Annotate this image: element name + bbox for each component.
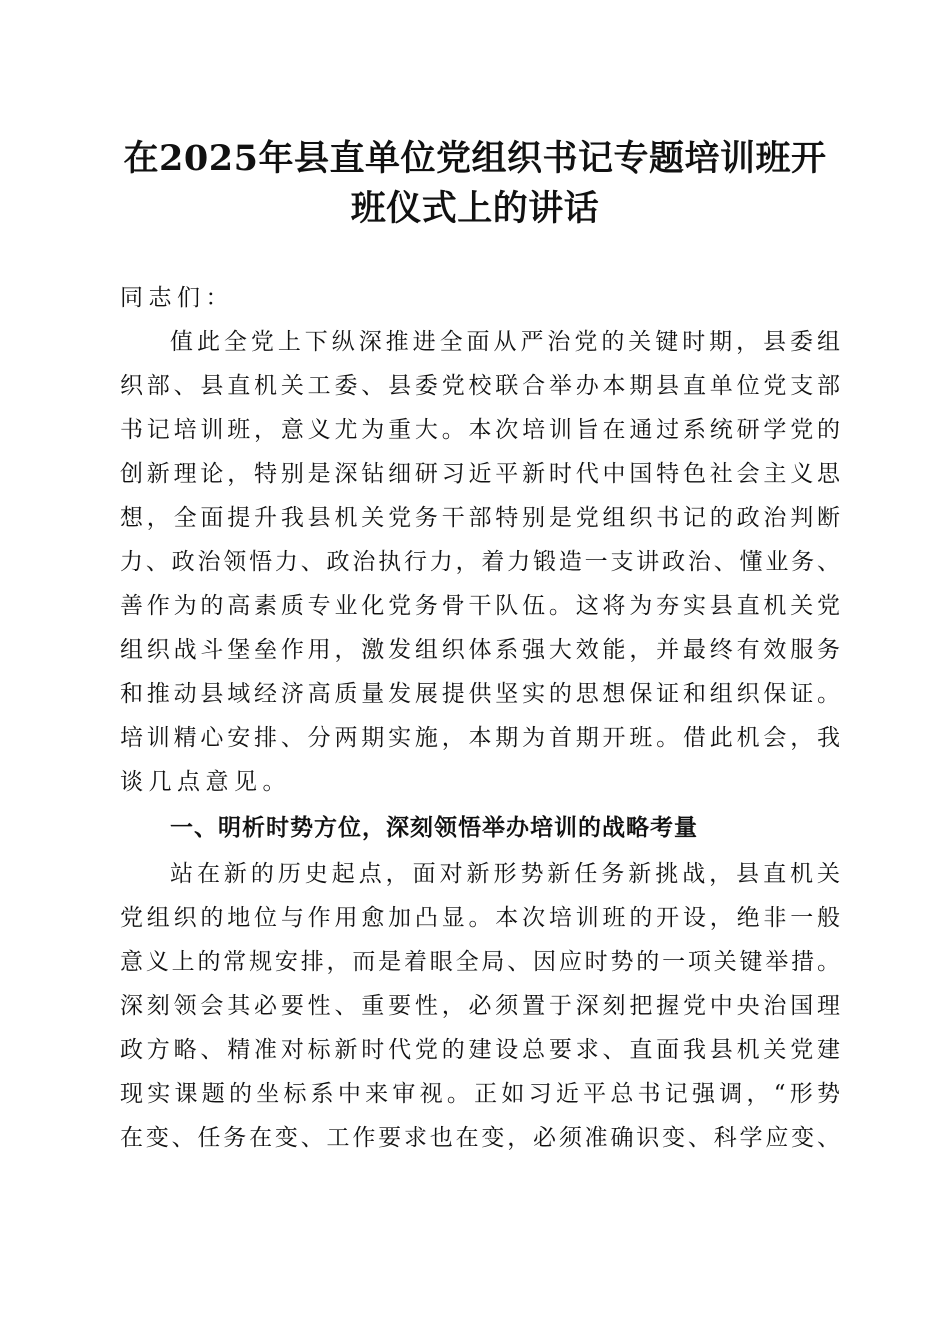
paragraph-1-line-4: 创新理论，特别是深钻细研习近平新时代中国特色社会主义思	[120, 461, 840, 487]
title-line-1: 在2025年县直单位党组织书记专题培训班开	[123, 138, 827, 179]
paragraph-2-line-2: 党组织的地位与作用愈加凸显。本次培训班的开设，绝非一般	[120, 905, 840, 931]
paragraph-1-line-7: 善作为的高素质专业化党务骨干队伍。这将为夯实县直机关党	[120, 593, 840, 619]
title-line-2: 班仪式上的讲话	[350, 188, 600, 229]
document-title	[100, 134, 850, 234]
section-heading-1: 一、明析时势方位，深刻领悟举办培训的战略考量	[170, 815, 698, 841]
paragraph-2-line-5: 政方略、精准对标新时代党的建设总要求、直面我县机关党建	[120, 1037, 840, 1063]
paragraph-2-line-1: 站在新的历史起点，面对新形势新任务新挑战，县直机关	[170, 861, 840, 887]
salutation: 同志们：	[120, 285, 234, 311]
paragraph-1-line-9: 和推动县域经济高质量发展提供坚实的思想保证和组织保证。	[120, 681, 840, 707]
paragraph-1-line-1: 值此全党上下纵深推进全面从严治党的关键时期，县委组	[170, 329, 840, 355]
paragraph-2-line-3: 意义上的常规安排，而是着眼全局、因应时势的一项关键举措。	[120, 949, 840, 975]
paragraph-1-line-2: 织部、县直机关工委、县委党校联合举办本期县直单位党支部	[120, 373, 840, 399]
paragraph-1-line-5: 想，全面提升我县机关党务干部特别是党组织书记的政治判断	[120, 505, 840, 531]
paragraph-1-line-6: 力、政治领悟力、政治执行力，着力锻造一支讲政治、懂业务、	[120, 549, 840, 575]
paragraph-1-line-3: 书记培训班，意义尤为重大。本次培训旨在通过系统研学党的	[120, 417, 840, 443]
paragraph-1-line-11: 谈几点意见。	[120, 769, 291, 795]
paragraph-2-line-4: 深刻领会其必要性、重要性，必须置于深刻把握党中央治国理	[120, 993, 840, 1019]
paragraph-2-line-7: 在变、任务在变、工作要求也在变，必须准确识变、科学应变、	[120, 1125, 840, 1151]
paragraph-2-line-6: 现实课题的坐标系中来审视。正如习近平总书记强调，“形势	[120, 1081, 840, 1107]
paragraph-1-line-8: 组织战斗堡垒作用，激发组织体系强大效能，并最终有效服务	[120, 637, 840, 663]
paragraph-1-line-10: 培训精心安排、分两期实施，本期为首期开班。借此机会，我	[120, 725, 840, 751]
